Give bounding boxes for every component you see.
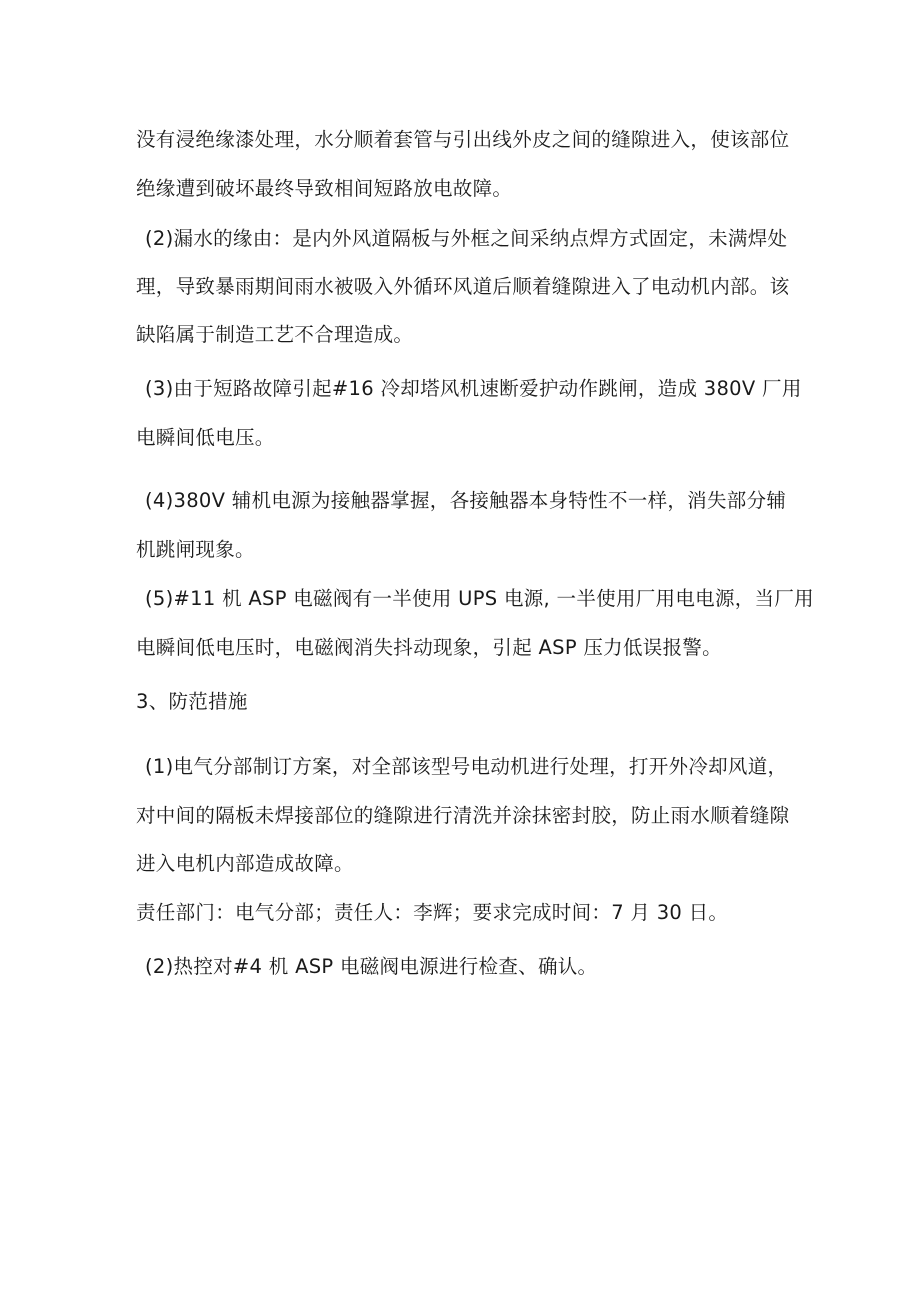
paragraph-1-line-2: 绝缘遭到破坏最终导致相间短路放电故障。 — [136, 177, 513, 200]
section-heading: 3、防范措施 — [136, 690, 248, 713]
paragraph-3-line-1: (3)由于短路故障引起#16 冷却塔风机速断爱护动作跳闸，造成 380V 厂用 — [145, 377, 802, 400]
paragraph-4-line-2: 机跳闸现象。 — [136, 538, 255, 561]
paragraph-4-line-1: (4)380V 辅机电源为接触器掌握，各接触器本身特性不一样，消失部分辅 — [145, 489, 787, 512]
paragraph-2-line-3: 缺陷属于制造工艺不合理造成。 — [136, 323, 414, 346]
paragraph-2-line-2: 理，导致暴雨期间雨水被吸入外循环风道后顺着缝隙进入了电动机内部。该 — [136, 275, 790, 298]
paragraph-2-line-1: (2)漏水的缘由：是内外风道隔板与外框之间采纳点焊方式固定，未满焊处 — [145, 227, 788, 250]
paragraph-1-line-1: 没有浸绝缘漆处理，水分顺着套管与引出线外皮之间的缝隙进入，使该部位 — [136, 128, 790, 151]
paragraph-3-line-2: 电瞬间低电压。 — [136, 426, 275, 449]
measure-1-line-3: 进入电机内部造成故障。 — [136, 852, 354, 875]
measure-2-line-1: (2)热控对#4 机 ASP 电磁阀电源进行检查、确认。 — [145, 955, 598, 978]
measure-1-line-1: (1)电气分部制订方案，对全部该型号电动机进行处理，打开外冷却风道， — [145, 755, 788, 778]
responsibility-line: 责任部门：电气分部；责任人：李辉；要求完成时间：7 月 30 日。 — [136, 901, 729, 924]
measure-1-line-2: 对中间的隔板未焊接部位的缝隙进行清洗并涂抹密封胶，防止雨水顺着缝隙 — [136, 804, 790, 827]
paragraph-5-line-1: (5)#11 机 ASP 电磁阀有一半使用 UPS 电源, 一半使用厂用电电源，当厂用 — [145, 587, 814, 610]
paragraph-5-line-2: 电瞬间低电压时，电磁阀消失抖动现象，引起 ASP 压力低误报警。 — [136, 636, 722, 659]
